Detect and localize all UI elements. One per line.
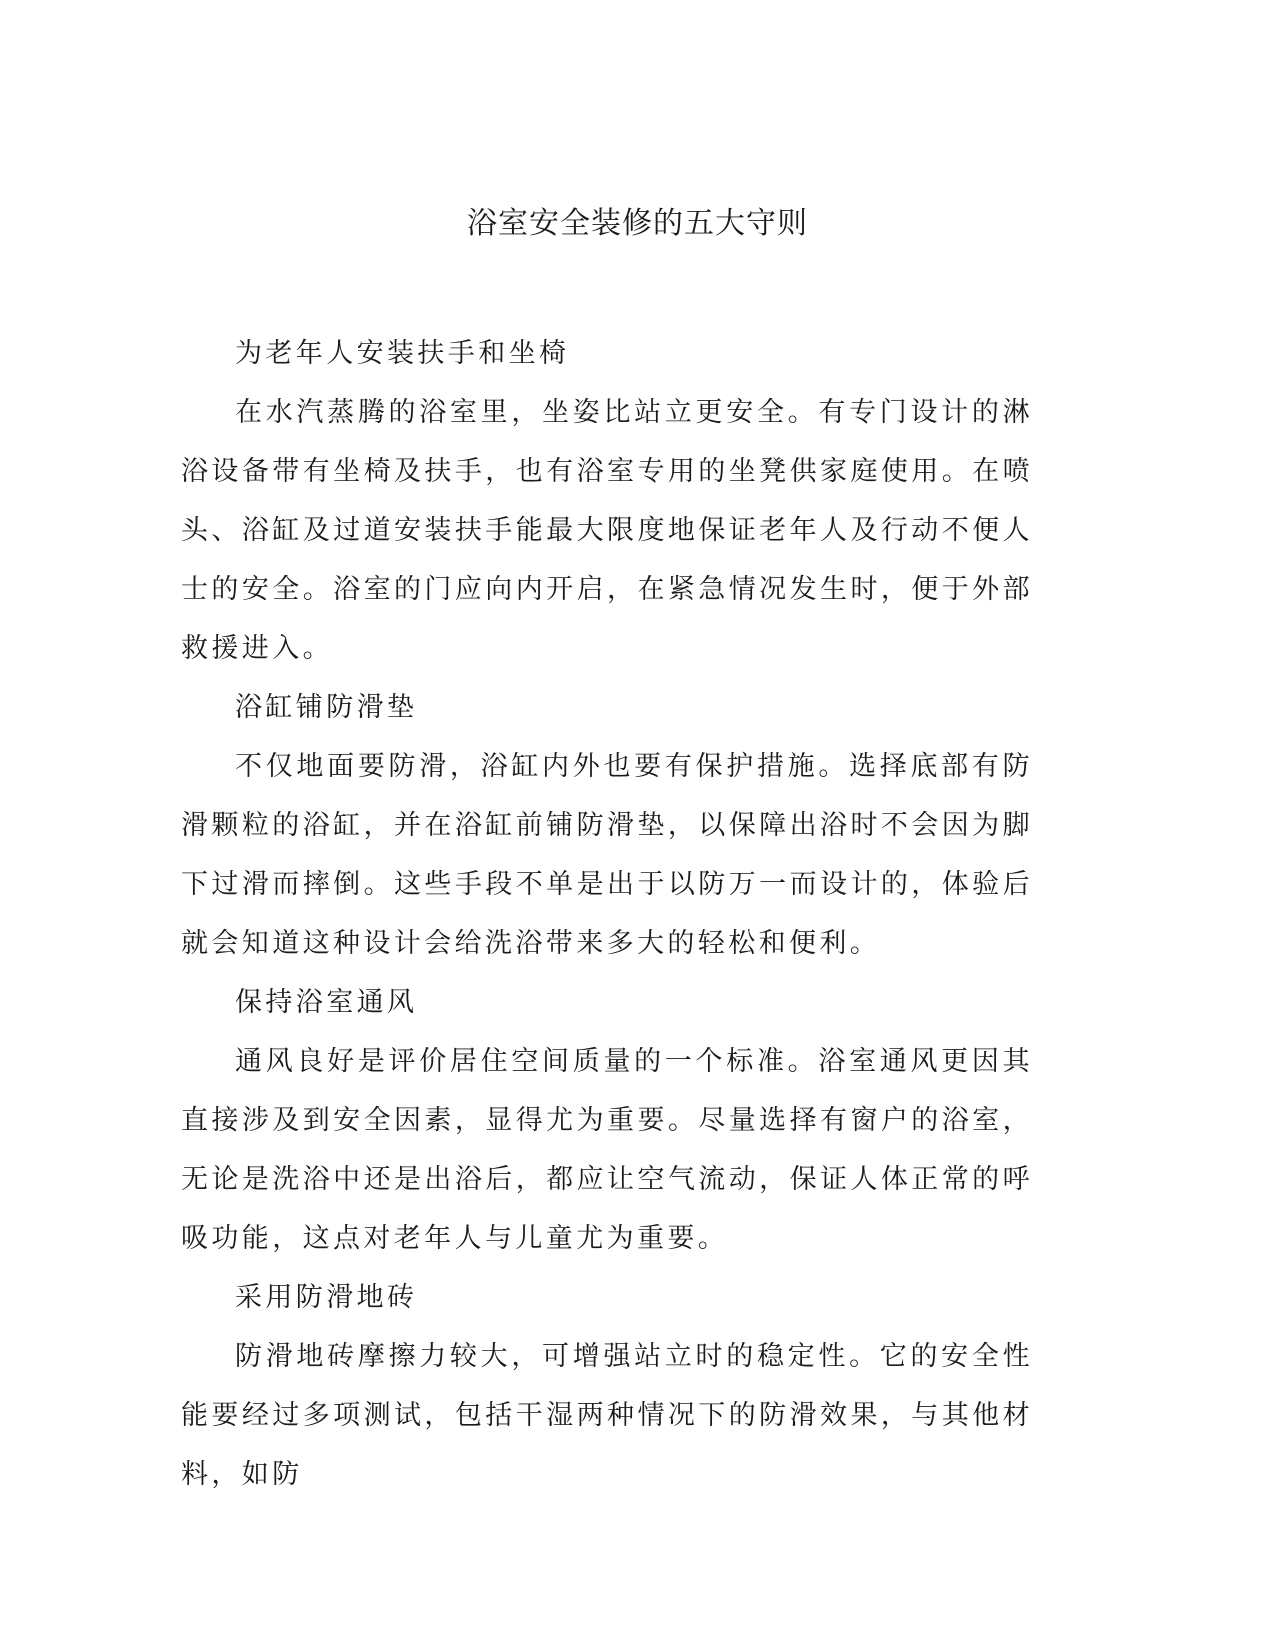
- section-text-ventilation: 通风良好是评价居住空间质量的一个标准。浴室通风更因其直接涉及到安全因素，显得尤为重要。尽量选择有窗户的浴室，无论是洗浴中还是出浴后，都应让空气流动，保证人体正常的呼吸功能，这点对老年人与儿童尤为重要。: [181, 1046, 1033, 1254]
- document-title: 浴室安全装修的五大守则: [467, 206, 808, 241]
- section-heading-bath-mat: 浴缸铺防滑垫: [235, 692, 418, 723]
- section-text-handrails: 在水汽蒸腾的浴室里，坐姿比站立更安全。有专门设计的淋浴设备带有坐椅及扶手，也有浴室专用的坐凳供家庭使用。在喷头、浴缸及过道安装扶手能最大限度地保证老年人及行动不便人士的安全。浴室的门应向内开启，在紧急情况发生时，便于外部救援进入。: [181, 397, 1033, 664]
- section-heading-handrails: 为老年人安装扶手和坐椅: [235, 338, 570, 369]
- section-heading-ventilation: 保持浴室通风: [235, 987, 418, 1018]
- section-heading-anti-slip-tiles: 采用防滑地砖: [235, 1282, 418, 1313]
- section-text-bath-mat: 不仅地面要防滑，浴缸内外也要有保护措施。选择底部有防滑颗粒的浴缸，并在浴缸前铺防滑垫，以保障出浴时不会因为脚下过滑而摔倒。这些手段不单是出于以防万一而设计的，体验后就会知道这种设计会给洗浴带来多大的轻松和便利。: [181, 751, 1033, 959]
- section-text-anti-slip-tiles: 防滑地砖摩擦力较大，可增强站立时的稳定性。它的安全性能要经过多项测试，包括干湿两种情况下的防滑效果，与其他材料，如防: [181, 1341, 1033, 1490]
- document-body: [181, 324, 1033, 1504]
